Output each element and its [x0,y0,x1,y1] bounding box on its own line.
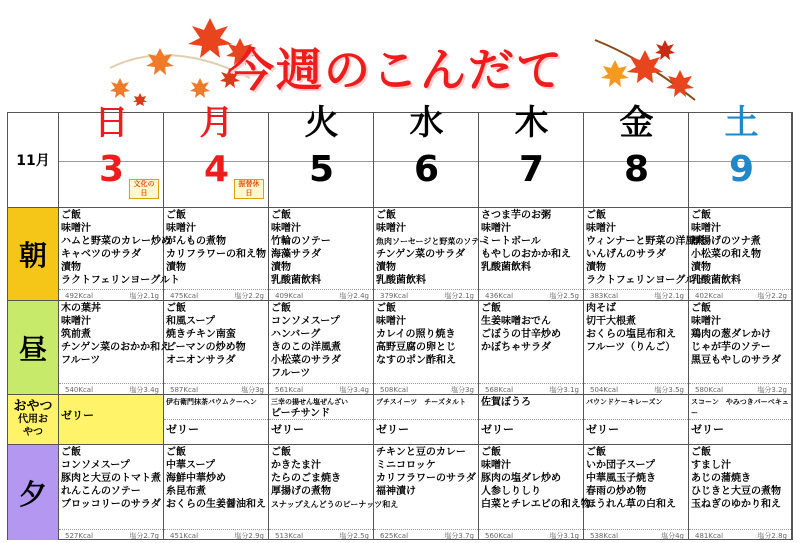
menu-item: ラクトフェリンヨーグルト [61,275,180,286]
menu-item: 味噌汁 [481,223,511,234]
salt-value: 塩分3.2g [757,386,787,394]
day-number: 3 [98,149,125,190]
menu-item: 厚揚げの煮物 [271,486,331,497]
snack-divider [374,419,478,420]
menu-item: 筑前煮 [61,329,91,340]
dinner-cell [374,445,479,540]
menu-item: カレイの照り焼き [376,329,456,340]
salt-value: 塩分2.4g [339,292,369,300]
snack-cell [374,395,479,444]
menu-item: おくらの塩昆布和え [586,329,676,340]
snack-divider [164,419,268,420]
menu-item: 小松菜のサラダ [271,355,341,366]
calories-value: 561Kcal [275,386,304,394]
menu-item: ハムと野菜のカレー炒め [61,236,171,247]
menu-item: 漬物 [271,262,291,273]
calories-value: 436Kcal [485,292,514,300]
menu-item: 糸昆布煮 [166,486,206,497]
day-name: 土 [724,103,759,143]
menu-item: 味噌汁 [691,316,721,327]
snack-item: パウンドケーキレーズン [586,398,663,406]
calories-value: 527Kcal [65,532,94,540]
calories-value: 475Kcal [170,292,199,300]
menu-item: ご飯 [691,447,711,458]
menu-item: 漬物 [166,262,186,273]
dinner-cell [689,445,792,540]
menu-item: 竹輪のソテー [271,236,331,247]
menu-item: 漬物 [586,262,606,273]
nutrition-info [374,383,478,394]
breakfast-cell [59,208,180,300]
menu-item: おくらの生姜醤油和え [166,499,266,510]
menu-item: あじの蒲焼き [691,473,751,484]
nutrition-info [59,383,163,394]
menu-item: 肉そば [586,303,616,314]
menu-item: 味噌汁 [166,223,196,234]
snack-item: 佐賀ぼうろ [481,397,531,408]
day-header-row [8,103,792,207]
menu-item: ごぼうの甘辛炒め [481,329,561,340]
dinner-label: 夕 [8,445,59,540]
menu-item: 味噌汁 [376,316,406,327]
alternative-snack: ゼリー [376,423,409,436]
day-name: 水 [409,103,444,143]
menu-item: 魚肉ソーセージと野菜のソテー [376,237,488,246]
menu-item: いか団子スープ [586,460,655,471]
menu-item: 漬物 [691,262,711,273]
snack-main [271,397,373,419]
menu-item: 生姜味噌おでん [481,316,551,327]
menu-item: がんもの煮物 [166,236,226,247]
lunch-row [8,300,792,394]
menu-item: ミニコロッケ [376,460,436,471]
menu-item: 中華風玉子焼き [586,473,656,484]
calories-value: 540Kcal [65,386,94,394]
calories-value: 402Kcal [695,292,724,300]
lunch-cell [689,301,792,394]
day-number: 4 [203,149,230,190]
menu-item: もやしのおかか和え [481,249,571,260]
menu-item: 高野豆腐の卵とじ [376,342,456,353]
menu-item: 海鮮中華炒め [166,473,226,484]
breakfast-label: 朝 [8,208,59,300]
lunch-cell [59,301,171,394]
calories-value: 580Kcal [695,386,724,394]
menu-item: ご飯 [586,210,606,221]
menu-item: かきたま汁 [271,460,321,471]
dinner-row [8,444,792,540]
day-name: 日 [94,103,129,143]
lunch-label: 昼 [8,301,59,394]
salt-value: 塩分2.5g [339,532,369,540]
salt-value: 塩分3.1g [549,532,579,540]
day-name: 月 [199,103,234,143]
menu-item: ご飯 [61,210,81,221]
snack-cell [689,395,792,444]
snack-cell [269,395,374,444]
menu-grid [7,103,793,540]
menu-item: 漬物 [61,262,81,273]
menu-item: コンソメスープ [61,460,130,471]
alternative-snack: ゼリー [166,423,199,436]
lunch-cell [479,301,584,394]
menu-item: ご飯 [166,447,186,458]
calories-value: 451Kcal [170,532,199,540]
nutrition-info [164,383,268,394]
menu-item: きのこの洋風煮 [271,342,341,353]
calories-value: 409Kcal [275,292,304,300]
menu-item: ラクトフェリンヨーグルト [586,275,705,286]
menu-item: 白菜とチレエビの和え物 [481,499,591,510]
menu-item: カリフラワーのサラダ [376,473,476,484]
snack-cell [59,395,164,444]
menu-item: ハンバーグ [271,329,321,340]
day-header-cell [374,103,479,207]
alternative-snack: ゼリー [271,423,304,436]
breakfast-cell [479,208,584,300]
menu-item: たらのごま焼き [271,473,341,484]
menu-item: ご飯 [376,210,396,221]
menu-item: 海藻サラダ [271,249,321,260]
nutrition-info [689,289,791,300]
snack-label-cell [8,395,59,444]
salt-value: 塩分2.1g [444,292,474,300]
calories-value: 625Kcal [380,532,409,540]
snack-main [376,397,478,419]
snack-sublabel: 代用おやつ [18,414,48,438]
nutrition-info [689,383,791,394]
dinner-cell [59,445,164,540]
menu-item: 春雨の炒め物 [586,486,646,497]
menu-item: れんこんのソテー [61,486,141,497]
snack-cell [479,395,584,444]
menu-item: オニオンサラダ [166,355,236,366]
menu-item: コンソメスープ [271,316,340,327]
salt-value: 塩分3.4g [339,386,369,394]
dinner-cell [584,445,689,540]
menu-item: カリフラワーの和え物 [166,249,266,260]
menu-item: ご飯 [691,210,711,221]
holiday-note: 振替休日 [234,179,264,199]
lunch-cell [374,301,479,394]
menu-item: 和風スープ [166,316,215,327]
menu-item: フルーツ（りんご） [586,342,676,353]
snack-cell [584,395,689,444]
menu-item: 乳酸菌飲料 [376,275,426,286]
calories-value: 587Kcal [170,386,199,394]
salt-value: 塩分3g [451,386,474,394]
nutrition-info [59,289,163,300]
nutrition-info [584,383,688,394]
calories-value: 383Kcal [590,292,619,300]
calories-value: 379Kcal [380,292,409,300]
snack-cell [164,395,269,444]
nutrition-info [269,383,373,394]
dinner-cell [164,445,269,540]
menu-item: ひじきと大豆の煮物 [691,486,781,497]
salt-value: 塩分3.1g [549,386,579,394]
menu-item: 味噌汁 [691,223,721,234]
day-name: 火 [304,103,339,143]
menu-item: いんげんのサラダ [586,249,666,260]
menu-item: 乳酸菌飲料 [481,262,531,273]
menu-item: 味噌汁 [61,316,91,327]
nutrition-info [269,529,373,540]
salt-value: 塩分3.5g [654,386,684,394]
menu-item: ウィンナーと野菜の洋風煮 [586,236,706,247]
day-header-cell [59,103,164,207]
snack-label: おやつ [13,399,53,414]
menu-item: 木の葉丼 [61,303,101,314]
snack-divider [689,419,791,420]
menu-item: 鶏肉の葱ダレかけ [691,329,771,340]
snack-item: ピーチサンド [271,408,331,419]
menu-item: 味噌汁 [61,223,91,234]
menu-item: 玉ねぎのゆかり和え [691,499,781,510]
day-number: 5 [308,149,335,190]
day-header-cell [479,103,584,207]
snack-main [586,397,688,419]
menu-item: 豚肉の塩ダレ炒め [481,473,561,484]
salt-value: 塩分2.8g [757,532,787,540]
menu-item: かぼちゃサラダ [481,342,551,353]
menu-item: 福神漬け [376,486,416,497]
salt-value: 塩分2.2g [757,292,787,300]
menu-item: フルーツ [61,355,101,366]
menu-item: すまし汁 [691,460,731,471]
menu-item: 厚揚げのツナ煮 [691,236,761,247]
snack-item: 三幸の揚せん塩ぜんざい [271,398,348,406]
day-header-cell [584,103,689,207]
salt-value: 塩分3.7g [444,532,474,540]
salt-value: 塩分3.4g [129,386,159,394]
menu-item: ご飯 [271,447,291,458]
header [0,0,800,110]
nutrition-info [164,529,268,540]
alternative-snack: ゼリー [61,409,94,422]
menu-item: ご飯 [586,447,606,458]
menu-item: 乳酸菌飲料 [271,275,321,286]
month-label: 11月 [8,113,59,207]
breakfast-cell [584,208,706,300]
menu-item: なすのポン酢和え [376,355,456,366]
menu-item: 黒豆もやしのサラダ [691,355,781,366]
menu-item: 乳酸菌飲料 [691,275,741,286]
snack-row [8,394,792,444]
salt-value: 塩分3g [241,386,264,394]
menu-item: チキンと豆のカレー [376,447,466,458]
salt-value: 塩分2.9g [234,532,264,540]
menu-item: ご飯 [481,303,501,314]
day-header-cell [269,103,374,207]
snack-divider [584,419,688,420]
breakfast-cell [689,208,792,300]
menu-item: ほうれん草の白和え [586,499,676,510]
day-number: 7 [518,149,545,190]
nutrition-info [584,289,688,300]
alternative-snack: ゼリー [481,423,514,436]
menu-item: ピーマンの炒め物 [166,342,246,353]
holiday-note: 文化の日 [129,179,159,199]
salt-value: 塩分2.5g [549,292,579,300]
menu-item: ご飯 [376,303,396,314]
breakfast-cell [374,208,488,300]
snack-divider [269,419,373,420]
nutrition-info [584,529,688,540]
menu-item: チンゲン菜のサラダ [376,249,465,260]
snack-item: スコーン やみつきバーベキュー [691,398,789,417]
breakfast-cell [269,208,374,300]
lunch-cell [269,301,374,394]
lunch-cell [584,301,689,394]
menu-item: 切干大根煮 [586,316,636,327]
day-number: 9 [728,149,755,190]
nutrition-info [59,529,163,540]
menu-item: さつま芋のお粥 [481,210,551,221]
nutrition-info [479,383,583,394]
calories-value: 560Kcal [485,532,514,540]
menu-item: 中華スープ [166,460,215,471]
snack-divider [479,419,583,420]
menu-item: 味噌汁 [481,460,511,471]
menu-item: チンゲン菜のおかか和え [61,342,171,353]
salt-value: 塩分2.7g [129,532,159,540]
nutrition-info [374,289,478,300]
nutrition-info [164,289,268,300]
salt-value: 塩分2.1g [654,292,684,300]
salt-value: 塩分2.1g [129,292,159,300]
nutrition-info [479,289,583,300]
calories-value: 504Kcal [590,386,619,394]
calories-value: 513Kcal [275,532,304,540]
menu-item: キャベツのサラダ [61,249,141,260]
menu-item: じゃが芋のソテー [691,342,771,353]
snack-main [166,397,268,419]
breakfast-row [8,207,792,300]
nutrition-info [269,289,373,300]
menu-item: ご飯 [166,210,186,221]
day-name: 金 [619,103,654,143]
calories-value: 538Kcal [590,532,619,540]
calories-value: 492Kcal [65,292,94,300]
menu-item: ブロッコリーのサラダ [61,499,161,510]
menu-item: 味噌汁 [271,223,301,234]
snack-item: プチスイーツ チーズタルト [376,398,466,406]
nutrition-info [689,529,791,540]
calories-value: 508Kcal [380,386,409,394]
alternative-snack: ゼリー [691,423,724,436]
day-number: 8 [623,149,650,190]
menu-item: 豚肉と大豆のトマト煮 [61,473,161,484]
breakfast-cell [164,208,269,300]
day-number: 6 [413,149,440,190]
maple-leaves-right-icon [585,30,705,110]
day-header-cell [164,103,269,207]
menu-item: ご飯 [691,303,711,314]
salt-value: 塩分4g [661,532,684,540]
menu-item: ご飯 [271,303,291,314]
menu-item: ご飯 [61,447,81,458]
calories-value: 568Kcal [485,386,514,394]
menu-item: ご飯 [481,447,501,458]
day-header-cell [689,103,792,207]
menu-item: フルーツ [271,368,311,379]
menu-item: ご飯 [271,210,291,221]
salt-value: 塩分2.2g [234,292,264,300]
menu-item: スナップえんどうのピーナッツ和え [271,500,399,509]
snack-item: 伊右衛門抹茶バウムクーヘン [166,398,257,406]
dinner-cell [479,445,591,540]
menu-item: 人参しりしり [481,486,541,497]
menu-item: 焼きチキン南蛮 [166,329,236,340]
calories-value: 481Kcal [695,532,724,540]
snack-main [481,397,583,419]
page-title: 今週のこんだて [228,43,564,97]
alternative-snack: ゼリー [586,423,619,436]
menu-item: ご飯 [166,303,186,314]
menu-item: 漬物 [376,262,396,273]
menu-item: ミートボール [481,236,541,247]
menu-item: 味噌汁 [586,223,616,234]
day-name: 木 [514,103,549,143]
menu-item: 味噌汁 [376,223,406,234]
snack-main [691,397,791,419]
nutrition-info [374,529,478,540]
nutrition-info [479,529,583,540]
lunch-cell [164,301,269,394]
menu-item: 小松菜の和え物 [691,249,761,260]
